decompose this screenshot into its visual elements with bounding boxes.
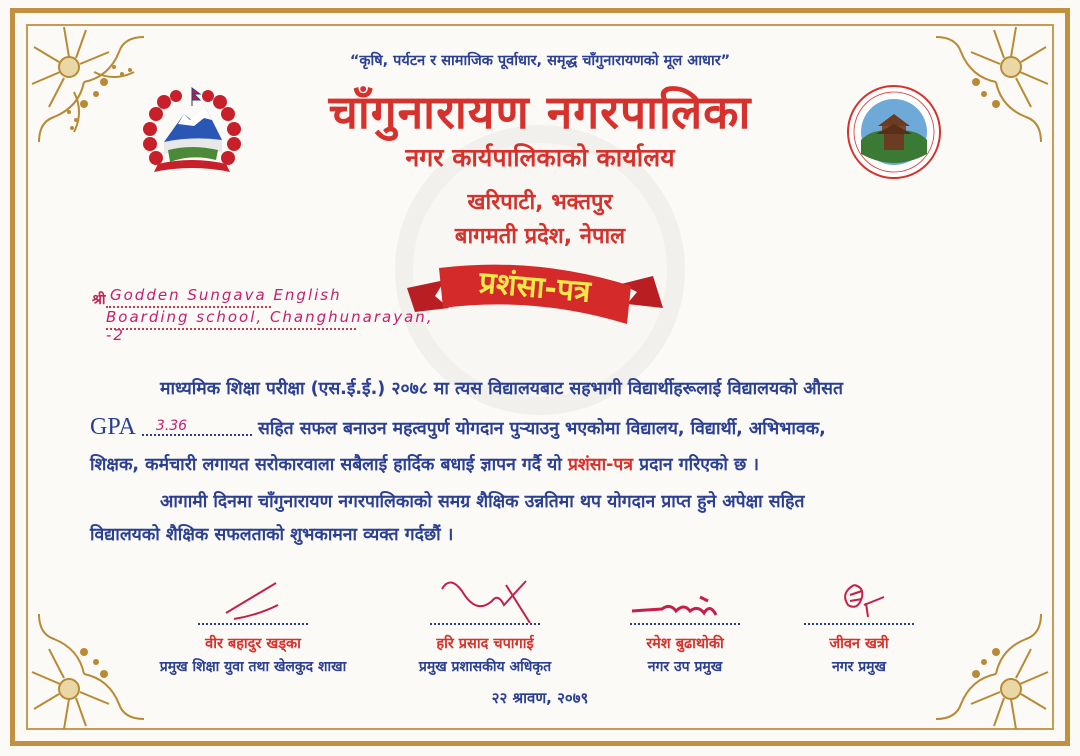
signatory-block [148,575,358,676]
body-text-span: शिक्षक, कर्मचारी लगायत सरोकारवाला सबैलाई हार्दिक बधाई ज्ञापन गर्दै यो [90,455,568,475]
signatory-title: प्रमुख शिक्षा युवा तथा खेलकुद शाखा [159,659,347,675]
signatory-block [380,575,590,676]
gpa-label: GPA [90,414,136,440]
signatory-title: नगर उप प्रमुख [647,659,723,675]
corner-ornament-icon [14,594,164,744]
signature-line [804,623,914,625]
body-paragraph-line [90,452,995,476]
certificate-type-title: प्रशंसा-पत्र [477,265,592,310]
slogan-text: “कृषि, पर्यटन र सामाजिक पूर्वाधार, समृद्ध चाँगुनारायणको मूल आधार” [349,53,731,69]
signatory-title: नगर प्रमुख [831,659,887,675]
office-subtitle: नगर कार्यपालिकाको कार्यालय [405,143,675,172]
dotted-line [106,328,356,330]
address-line-1: खरिपाटी, भक्तपुर [467,190,613,215]
recipient-prefix: श्री [92,292,106,308]
signature-mark [148,575,358,623]
signature-mark [754,575,964,623]
signatory-block [754,575,964,676]
signature-line [630,623,740,625]
signature-line [430,623,540,625]
body-paragraph-line [90,414,995,441]
municipality-title: चाँगुनारायण नगरपालिका [328,85,752,139]
body-paragraph-line: माध्यमिक शिक्षा परीक्षा (एस.ई.ई.) २०७८ मा त्यस विद्यालयबाट सहभागी विद्यार्थीहरूलाई विद्यालयको औसत [160,379,843,399]
body-paragraph-line: आगामी दिनमा चाँगुनारायण नगरपालिकाको समग्र शैक्षिक उन्नतिमा थप योगदान प्राप्त हुने अपेक्षा सहित [160,492,805,512]
certificate-highlight: प्रशंसा-पत्र [567,455,634,475]
signatory-name: वीर बहादुर खड्का [205,636,301,652]
recipient-name-line2: Boarding school, Changhunarayan, -2 [106,308,434,344]
body-text-span: सहित सफल बनाउन महत्वपुर्ण योगदान पुऱ्याउनु भएकोमा विद्यालय, विद्यार्थी, अभिभावक, [258,419,826,439]
recipient-name-line1: Godden Sungava English [110,286,342,304]
signatory-name: रमेश बुढाथोकी [646,636,724,652]
signatory-name: हरि प्रसाद चपागाई [436,636,534,652]
signatory-name: जीवन खत्री [829,636,889,652]
signature-line [198,623,308,625]
gpa-value: 3.36 [142,418,252,436]
address-line-2: बागमती प्रदेश, नेपाल [454,224,626,249]
signatory-title: प्रमुख प्रशासकीय अधिकृत [418,659,552,675]
signature-mark [380,575,590,623]
body-text-span: प्रदान गरिएको छ । [633,455,759,475]
body-paragraph-line: विद्यालयको शैक्षिक सफलताको शुभकामना व्यक्त गर्दछौं । [90,525,454,545]
issue-date: २२ श्रावण, २०७९ [491,689,589,707]
recipient-field [92,286,452,346]
